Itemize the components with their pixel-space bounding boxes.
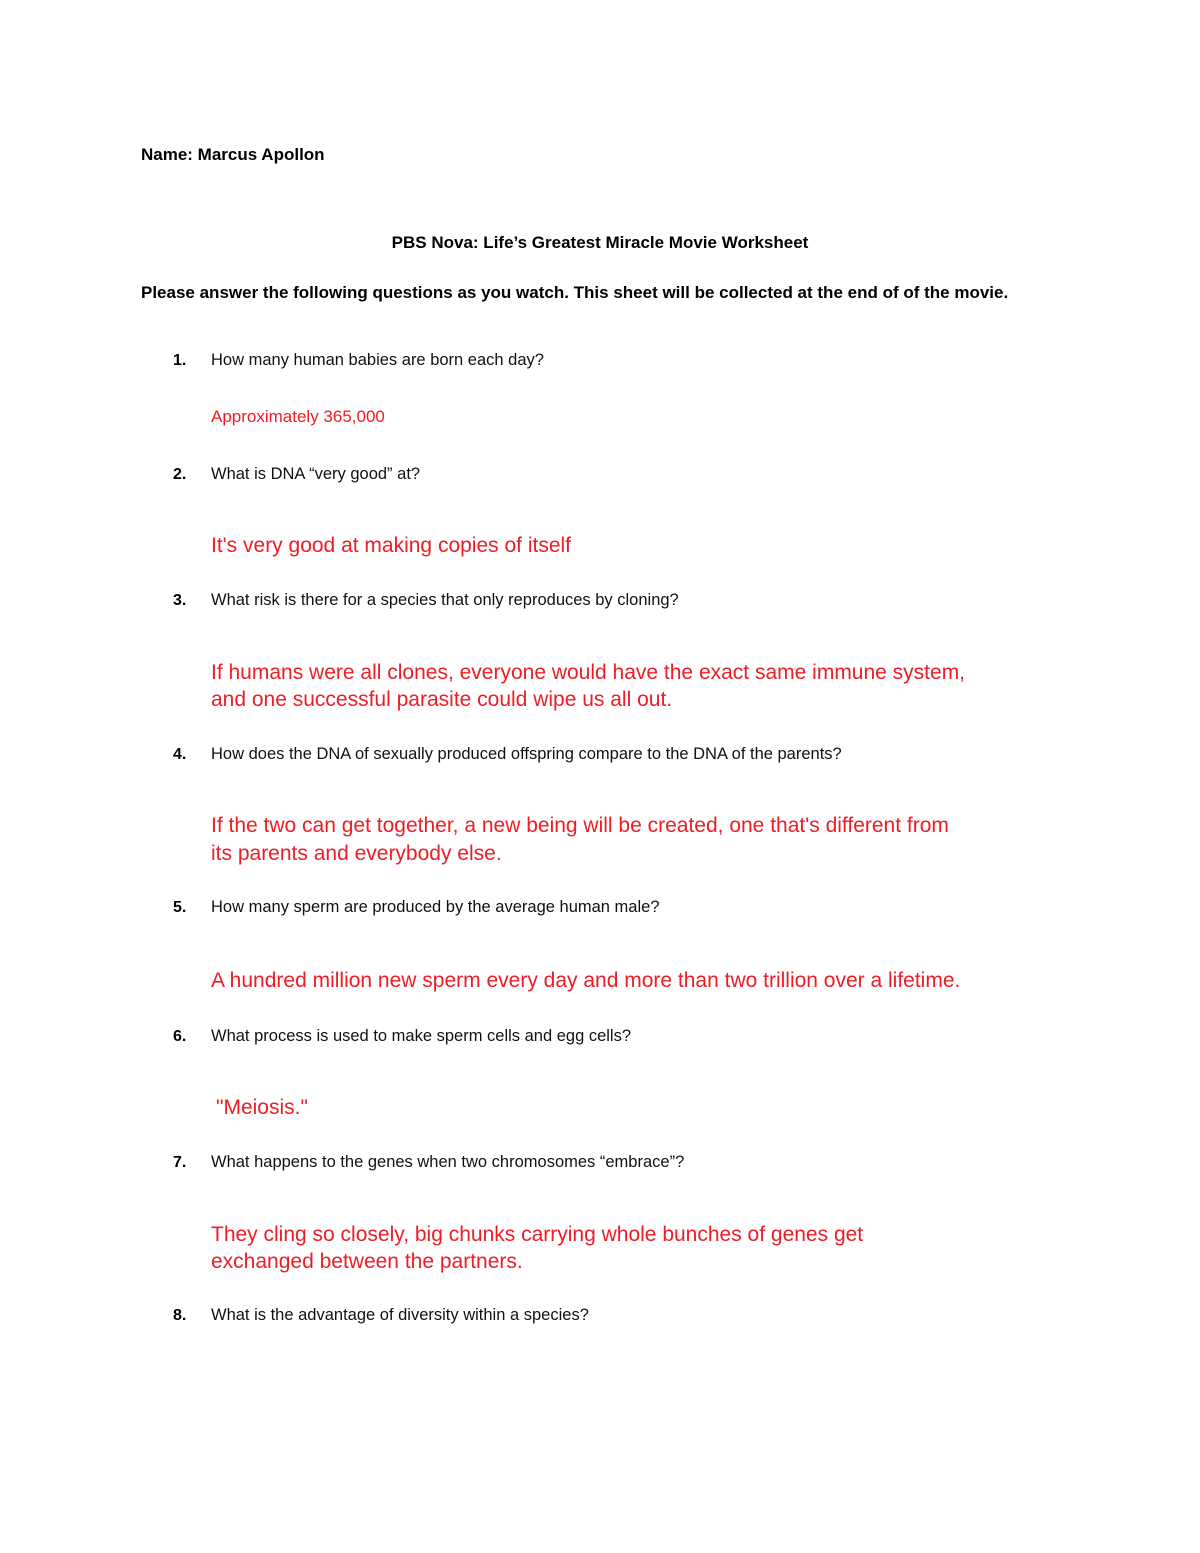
answer-line: exchanged between the partners. — [211, 1250, 523, 1273]
answer-line: A hundred million new sperm every day and more than two trillion over a lifetime. — [211, 969, 961, 992]
question-number: 3. — [173, 592, 187, 609]
question-text: How many human babies are born each day? — [211, 351, 544, 369]
question-number: 6. — [173, 1028, 187, 1045]
question-number: 1. — [173, 352, 187, 369]
instructions: Please answer the following questions as you watch. This sheet will be collected at the end of of the movie. — [141, 283, 1009, 302]
answer-line: and one successful parasite could wipe us all out. — [211, 688, 673, 711]
question-number: 5. — [173, 899, 187, 916]
question-number: 7. — [173, 1154, 187, 1171]
answer-line: "Meiosis." — [216, 1096, 308, 1119]
answer-line: If the two can get together, a new being will be created, one that's different from — [211, 814, 949, 837]
question-text: What process is used to make sperm cells and egg cells? — [211, 1027, 632, 1045]
answer-line: They cling so closely, big chunks carrying whole bunches of genes get — [211, 1223, 864, 1246]
student-name: Name: Marcus Apollon — [141, 145, 325, 164]
answer-line: its parents and everybody else. — [211, 842, 502, 865]
answer-line: Approximately 365,000 — [211, 407, 385, 426]
question-number: 8. — [173, 1307, 187, 1324]
question-text: How does the DNA of sexually produced offspring compare to the DNA of the parents? — [211, 745, 842, 763]
question-text: How many sperm are produced by the average human male? — [211, 898, 660, 916]
question-number: 2. — [173, 466, 187, 483]
question-text: What is DNA “very good” at? — [211, 465, 421, 483]
answer-line: If humans were all clones, everyone would have the exact same immune system, — [211, 661, 966, 684]
question-text: What risk is there for a species that only reproduces by cloning? — [211, 591, 679, 609]
question-number: 4. — [173, 746, 187, 763]
worksheet-title: PBS Nova: Life’s Greatest Miracle Movie Worksheet — [391, 233, 809, 252]
question-text: What is the advantage of diversity within a species? — [211, 1306, 589, 1324]
question-text: What happens to the genes when two chromosomes “embrace”? — [211, 1153, 685, 1171]
answer-line: It's very good at making copies of itself — [211, 534, 572, 557]
